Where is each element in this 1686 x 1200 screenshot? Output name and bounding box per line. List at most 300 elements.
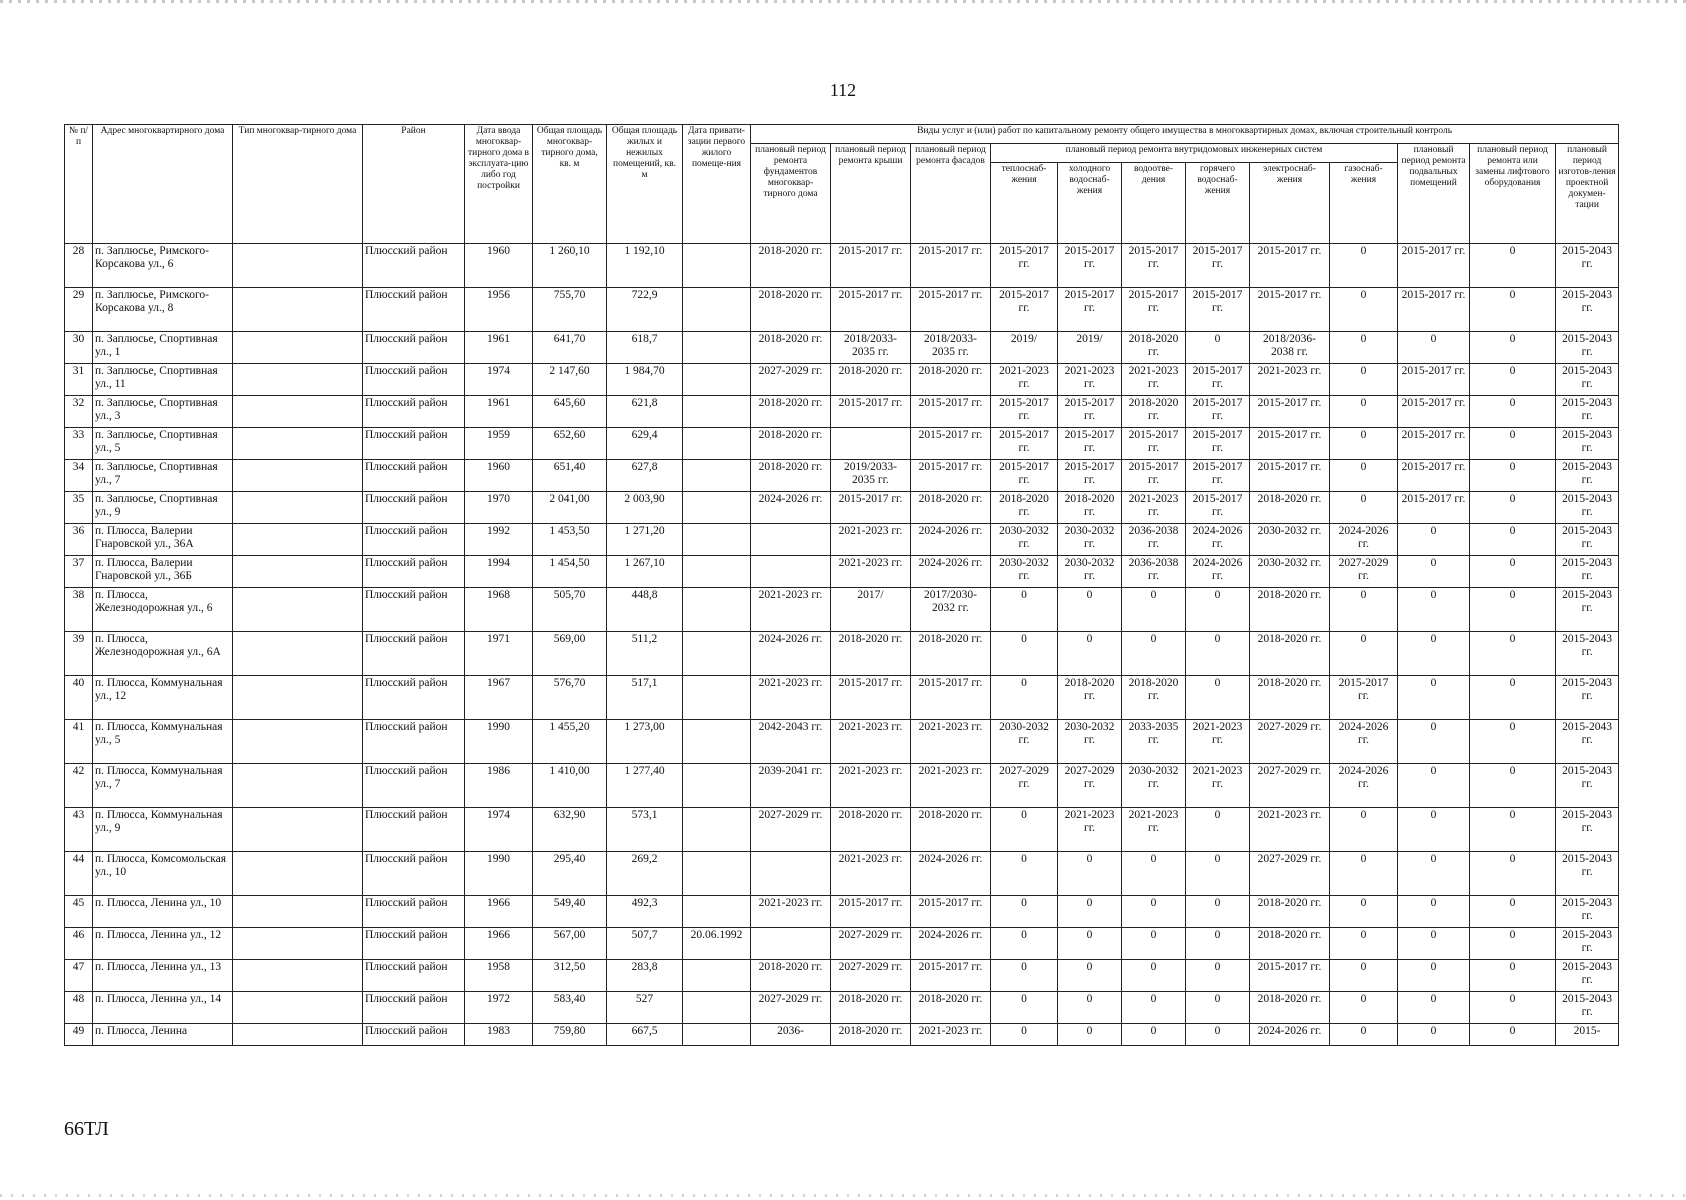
cell-heating: 2027-2029 гг. <box>991 764 1058 808</box>
cell-cold-water: 0 <box>1058 992 1122 1024</box>
cell-sewerage: 0 <box>1122 992 1186 1024</box>
row-num: 44 <box>65 852 93 896</box>
cell-hot-water: 2024-2026 гг. <box>1186 556 1250 588</box>
cell-facade: 2018-2020 гг. <box>911 492 991 524</box>
cell-privatization-date <box>683 852 751 896</box>
cell-address: п. Заплюсье, Спортивная ул., 9 <box>93 492 233 524</box>
cell-design-docs: 2015-2043 гг. <box>1556 428 1619 460</box>
header-roof: плановый период ремонта крыши <box>831 144 911 244</box>
cell-foundation: 2018-2020 гг. <box>751 428 831 460</box>
cell-gas: 2015-2017 гг. <box>1330 676 1398 720</box>
table-row <box>65 556 1619 588</box>
cell-heating: 2030-2032 гг. <box>991 524 1058 556</box>
cell-gas: 0 <box>1330 588 1398 632</box>
row-num: 36 <box>65 524 93 556</box>
cell-heating: 0 <box>991 992 1058 1024</box>
cell-foundation: 2027-2029 гг. <box>751 808 831 852</box>
cell-sewerage: 2015-2017 гг. <box>1122 244 1186 288</box>
cell-address: п. Заплюсье, Спортивная ул., 11 <box>93 364 233 396</box>
cell-facade: 2018-2020 гг. <box>911 632 991 676</box>
cell-district: Плюсский район <box>363 460 465 492</box>
cell-facade: 2024-2026 гг. <box>911 852 991 896</box>
cell-house-type <box>233 632 363 676</box>
cell-district: Плюсский район <box>363 288 465 332</box>
cell-cold-water: 0 <box>1058 588 1122 632</box>
cell-electricity: 2021-2023 гг. <box>1250 364 1330 396</box>
cell-house-type <box>233 1024 363 1046</box>
cell-living-area: 722,9 <box>607 288 683 332</box>
cell-total-area: 1 454,50 <box>533 556 607 588</box>
cell-commission-year: 1961 <box>465 396 533 428</box>
cell-gas: 2024-2026 гг. <box>1330 524 1398 556</box>
cell-design-docs: 2015-2043 гг. <box>1556 764 1619 808</box>
cell-cold-water: 2027-2029 гг. <box>1058 764 1122 808</box>
cell-basement: 0 <box>1398 332 1470 364</box>
cell-facade: 2024-2026 гг. <box>911 524 991 556</box>
cell-basement: 2015-2017 гг. <box>1398 288 1470 332</box>
cell-facade: 2021-2023 гг. <box>911 720 991 764</box>
cell-gas: 0 <box>1330 852 1398 896</box>
cell-roof: 2015-2017 гг. <box>831 492 911 524</box>
cell-facade: 2024-2026 гг. <box>911 556 991 588</box>
cell-house-type <box>233 288 363 332</box>
cell-sewerage: 2033-2035 гг. <box>1122 720 1186 764</box>
cell-facade: 2024-2026 гг. <box>911 928 991 960</box>
cell-total-area: 2 041,00 <box>533 492 607 524</box>
cell-district: Плюсский район <box>363 332 465 364</box>
cell-privatization-date <box>683 460 751 492</box>
cell-facade: 2021-2023 гг. <box>911 764 991 808</box>
cell-address: п. Плюсса, Ленина ул., 14 <box>93 992 233 1024</box>
cell-total-area: 645,60 <box>533 396 607 428</box>
cell-heating: 2021-2023 гг. <box>991 364 1058 396</box>
cell-design-docs: 2015-2043 гг. <box>1556 244 1619 288</box>
cell-living-area: 1 192,10 <box>607 244 683 288</box>
cell-hot-water: 2015-2017 гг. <box>1186 396 1250 428</box>
cell-cold-water: 2015-2017 гг. <box>1058 460 1122 492</box>
cell-elevator: 0 <box>1470 764 1556 808</box>
cell-privatization-date <box>683 764 751 808</box>
cell-basement: 0 <box>1398 896 1470 928</box>
cell-commission-year: 1958 <box>465 960 533 992</box>
cell-commission-year: 1970 <box>465 492 533 524</box>
cell-facade: 2015-2017 гг. <box>911 288 991 332</box>
cell-cold-water: 0 <box>1058 928 1122 960</box>
table-row <box>65 428 1619 460</box>
cell-heating: 0 <box>991 808 1058 852</box>
cell-house-type <box>233 764 363 808</box>
cell-privatization-date <box>683 364 751 396</box>
cell-cold-water: 2030-2032 гг. <box>1058 720 1122 764</box>
header-cold-water: холодного водоснаб-жения <box>1058 163 1122 244</box>
cell-address: п. Плюсса, Комсомольская ул., 10 <box>93 852 233 896</box>
cell-foundation: 2018-2020 гг. <box>751 460 831 492</box>
cell-district: Плюсский район <box>363 676 465 720</box>
cell-district: Плюсский район <box>363 396 465 428</box>
cell-electricity: 2015-2017 гг. <box>1250 460 1330 492</box>
cell-privatization-date <box>683 1024 751 1046</box>
cell-total-area: 567,00 <box>533 928 607 960</box>
cell-design-docs: 2015-2043 гг. <box>1556 808 1619 852</box>
cell-heating: 0 <box>991 928 1058 960</box>
cell-district: Плюсский район <box>363 428 465 460</box>
cell-gas: 0 <box>1330 928 1398 960</box>
cell-house-type <box>233 676 363 720</box>
cell-roof: 2015-2017 гг. <box>831 288 911 332</box>
cell-commission-year: 1974 <box>465 808 533 852</box>
cell-gas: 0 <box>1330 632 1398 676</box>
page-number: 112 <box>829 80 857 100</box>
cell-heating: 2030-2032 гг. <box>991 720 1058 764</box>
cell-basement: 2015-2017 гг. <box>1398 492 1470 524</box>
cell-address: п. Плюсса, Железнодорожная ул., 6А <box>93 632 233 676</box>
cell-house-type <box>233 808 363 852</box>
repair-schedule-table <box>64 124 1619 1046</box>
cell-total-area: 505,70 <box>533 588 607 632</box>
cell-hot-water: 0 <box>1186 632 1250 676</box>
cell-electricity: 2018/2036-2038 гг. <box>1250 332 1330 364</box>
cell-heating: 2030-2032 гг. <box>991 556 1058 588</box>
cell-total-area: 1 410,00 <box>533 764 607 808</box>
cell-roof: 2027-2029 гг. <box>831 960 911 992</box>
cell-facade: 2018-2020 гг. <box>911 992 991 1024</box>
cell-electricity: 2018-2020 гг. <box>1250 588 1330 632</box>
cell-hot-water: 0 <box>1186 332 1250 364</box>
cell-design-docs: 2015-2043 гг. <box>1556 460 1619 492</box>
row-num: 31 <box>65 364 93 396</box>
cell-hot-water: 0 <box>1186 928 1250 960</box>
table-row <box>65 364 1619 396</box>
cell-living-area: 627,8 <box>607 460 683 492</box>
cell-electricity: 2018-2020 гг. <box>1250 676 1330 720</box>
cell-gas: 0 <box>1330 992 1398 1024</box>
cell-roof: 2015-2017 гг. <box>831 676 911 720</box>
header-district: Район <box>363 125 465 244</box>
header-foundation: плановый период ремонта фундаментов многоквар-тирного дома <box>751 144 831 244</box>
cell-district: Плюсский район <box>363 364 465 396</box>
row-num: 29 <box>65 288 93 332</box>
cell-sewerage: 2036-2038 гг. <box>1122 524 1186 556</box>
cell-heating: 2015-2017 гг. <box>991 428 1058 460</box>
cell-commission-year: 1959 <box>465 428 533 460</box>
cell-design-docs: 2015-2043 гг. <box>1556 720 1619 764</box>
cell-facade: 2015-2017 гг. <box>911 428 991 460</box>
cell-sewerage: 0 <box>1122 588 1186 632</box>
cell-address: п. Заплюсье, Спортивная ул., 1 <box>93 332 233 364</box>
cell-facade: 2015-2017 гг. <box>911 960 991 992</box>
cell-hot-water: 2015-2017 гг. <box>1186 428 1250 460</box>
row-num: 39 <box>65 632 93 676</box>
cell-gas: 0 <box>1330 460 1398 492</box>
cell-design-docs: 2015-2043 гг. <box>1556 632 1619 676</box>
cell-address: п. Плюсса, Ленина ул., 12 <box>93 928 233 960</box>
table-row <box>65 808 1619 852</box>
cell-total-area: 295,40 <box>533 852 607 896</box>
cell-basement: 0 <box>1398 928 1470 960</box>
header-commission-date: Дата ввода многоквар-тирного дома в эксплуата-цию либо год постройки <box>465 125 533 244</box>
cell-basement: 2015-2017 гг. <box>1398 428 1470 460</box>
cell-total-area: 759,80 <box>533 1024 607 1046</box>
cell-privatization-date <box>683 492 751 524</box>
cell-district: Плюсский район <box>363 928 465 960</box>
cell-electricity: 2018-2020 гг. <box>1250 896 1330 928</box>
cell-district: Плюсский район <box>363 808 465 852</box>
cell-elevator: 0 <box>1470 428 1556 460</box>
cell-privatization-date <box>683 244 751 288</box>
cell-basement: 0 <box>1398 992 1470 1024</box>
cell-house-type <box>233 928 363 960</box>
cell-cold-water: 2030-2032 гг. <box>1058 556 1122 588</box>
cell-roof: 2021-2023 гг. <box>831 764 911 808</box>
cell-privatization-date <box>683 632 751 676</box>
cell-hot-water: 2021-2023 гг. <box>1186 764 1250 808</box>
cell-hot-water: 0 <box>1186 992 1250 1024</box>
cell-elevator: 0 <box>1470 332 1556 364</box>
cell-foundation: 2042-2043 гг. <box>751 720 831 764</box>
document-code: 66ТЛ <box>64 1118 109 1140</box>
cell-cold-water: 2021-2023 гг. <box>1058 808 1122 852</box>
cell-sewerage: 2036-2038 гг. <box>1122 556 1186 588</box>
cell-heating: 0 <box>991 676 1058 720</box>
cell-living-area: 492,3 <box>607 896 683 928</box>
cell-living-area: 618,7 <box>607 332 683 364</box>
row-num: 33 <box>65 428 93 460</box>
cell-design-docs: 2015-2043 гг. <box>1556 960 1619 992</box>
cell-electricity: 2024-2026 гг. <box>1250 1024 1330 1046</box>
cell-total-area: 1 260,10 <box>533 244 607 288</box>
cell-sewerage: 2021-2023 гг. <box>1122 808 1186 852</box>
cell-elevator: 0 <box>1470 492 1556 524</box>
cell-heating: 2015-2017 гг. <box>991 460 1058 492</box>
cell-gas: 0 <box>1330 1024 1398 1046</box>
cell-district: Плюсский район <box>363 492 465 524</box>
cell-address: п. Заплюсье, Спортивная ул., 7 <box>93 460 233 492</box>
cell-district: Плюсский район <box>363 556 465 588</box>
cell-house-type <box>233 428 363 460</box>
cell-living-area: 2 003,90 <box>607 492 683 524</box>
cell-elevator: 0 <box>1470 896 1556 928</box>
cell-gas: 2027-2029 гг. <box>1330 556 1398 588</box>
cell-roof: 2015-2017 гг. <box>831 396 911 428</box>
cell-commission-year: 1967 <box>465 676 533 720</box>
cell-electricity: 2027-2029 гг. <box>1250 764 1330 808</box>
header-facade: плановый период ремонта фасадов <box>911 144 991 244</box>
cell-electricity: 2018-2020 гг. <box>1250 992 1330 1024</box>
cell-gas: 0 <box>1330 332 1398 364</box>
cell-total-area: 569,00 <box>533 632 607 676</box>
cell-foundation: 2018-2020 гг. <box>751 244 831 288</box>
table-row <box>65 244 1619 288</box>
row-num: 40 <box>65 676 93 720</box>
cell-total-area: 583,40 <box>533 992 607 1024</box>
cell-foundation: 2018-2020 гг. <box>751 288 831 332</box>
cell-roof <box>831 428 911 460</box>
cell-roof: 2021-2023 гг. <box>831 720 911 764</box>
cell-design-docs: 2015-2043 гг. <box>1556 332 1619 364</box>
table-row <box>65 588 1619 632</box>
cell-elevator: 0 <box>1470 632 1556 676</box>
cell-total-area: 549,40 <box>533 896 607 928</box>
cell-facade: 2018-2020 гг. <box>911 808 991 852</box>
cell-basement: 0 <box>1398 676 1470 720</box>
scan-edge-bottom <box>0 1194 1686 1197</box>
cell-address: п. Плюсса, Ленина ул., 10 <box>93 896 233 928</box>
header-works-group: Виды услуг и (или) работ по капитальному ремонту общего имущества в многоквартирных домах, включая строительный контроль <box>751 125 1619 144</box>
table-row <box>65 524 1619 556</box>
cell-total-area: 652,60 <box>533 428 607 460</box>
cell-sewerage: 2021-2023 гг. <box>1122 492 1186 524</box>
cell-living-area: 1 273,00 <box>607 720 683 764</box>
table-row <box>65 764 1619 808</box>
row-num: 43 <box>65 808 93 852</box>
cell-house-type <box>233 852 363 896</box>
cell-heating: 0 <box>991 632 1058 676</box>
cell-house-type <box>233 524 363 556</box>
cell-house-type <box>233 244 363 288</box>
cell-address: п. Плюсса, Валерии Гнаровской ул., 36Б <box>93 556 233 588</box>
cell-elevator: 0 <box>1470 396 1556 428</box>
cell-foundation: 2021-2023 гг. <box>751 588 831 632</box>
cell-design-docs: 2015-2043 гг. <box>1556 588 1619 632</box>
row-num: 34 <box>65 460 93 492</box>
header-engineering-group: плановый период ремонта внутридомовых инженерных систем <box>991 144 1398 163</box>
header-electricity: электроснаб-жения <box>1250 163 1330 244</box>
cell-roof: 2021-2023 гг. <box>831 852 911 896</box>
cell-total-area: 651,40 <box>533 460 607 492</box>
row-num: 45 <box>65 896 93 928</box>
cell-sewerage: 2015-2017 гг. <box>1122 288 1186 332</box>
cell-facade: 2017/2030-2032 гг. <box>911 588 991 632</box>
cell-design-docs: 2015-2043 гг. <box>1556 676 1619 720</box>
cell-commission-year: 1972 <box>465 992 533 1024</box>
header-type: Тип многоквар-тирного дома <box>233 125 363 244</box>
cell-roof: 2018/2033-2035 гг. <box>831 332 911 364</box>
cell-elevator: 0 <box>1470 556 1556 588</box>
cell-sewerage: 0 <box>1122 960 1186 992</box>
cell-house-type <box>233 396 363 428</box>
cell-address: п. Заплюсье, Римского-Корсакова ул., 6 <box>93 244 233 288</box>
cell-roof: 2018-2020 гг. <box>831 632 911 676</box>
cell-design-docs: 2015- <box>1556 1024 1619 1046</box>
cell-heating: 2018-2020 гг. <box>991 492 1058 524</box>
cell-district: Плюсский район <box>363 720 465 764</box>
cell-basement: 0 <box>1398 556 1470 588</box>
cell-basement: 2015-2017 гг. <box>1398 364 1470 396</box>
row-num: 48 <box>65 992 93 1024</box>
cell-roof: 2018-2020 гг. <box>831 992 911 1024</box>
cell-cold-water: 0 <box>1058 1024 1122 1046</box>
row-num: 35 <box>65 492 93 524</box>
cell-design-docs: 2015-2043 гг. <box>1556 928 1619 960</box>
cell-basement: 0 <box>1398 960 1470 992</box>
cell-elevator: 0 <box>1470 288 1556 332</box>
cell-hot-water: 2021-2023 гг. <box>1186 720 1250 764</box>
cell-address: п. Плюсса, Валерии Гнаровской ул., 36А <box>93 524 233 556</box>
table-row <box>65 288 1619 332</box>
cell-privatization-date <box>683 588 751 632</box>
cell-electricity: 2015-2017 гг. <box>1250 288 1330 332</box>
table-row <box>65 720 1619 764</box>
cell-foundation: 2024-2026 гг. <box>751 632 831 676</box>
cell-living-area: 527 <box>607 992 683 1024</box>
cell-electricity: 2027-2029 гг. <box>1250 852 1330 896</box>
cell-district: Плюсский район <box>363 764 465 808</box>
cell-foundation: 2039-2041 гг. <box>751 764 831 808</box>
cell-house-type <box>233 364 363 396</box>
cell-design-docs: 2015-2043 гг. <box>1556 852 1619 896</box>
cell-commission-year: 1960 <box>465 460 533 492</box>
table-row <box>65 632 1619 676</box>
cell-basement: 0 <box>1398 588 1470 632</box>
cell-roof: 2021-2023 гг. <box>831 524 911 556</box>
cell-commission-year: 1960 <box>465 244 533 288</box>
table-row <box>65 928 1619 960</box>
cell-commission-year: 1992 <box>465 524 533 556</box>
cell-house-type <box>233 492 363 524</box>
cell-elevator: 0 <box>1470 852 1556 896</box>
table-row <box>65 676 1619 720</box>
cell-hot-water: 2015-2017 гг. <box>1186 244 1250 288</box>
header-gas: газоснаб-жения <box>1330 163 1398 244</box>
cell-basement: 0 <box>1398 764 1470 808</box>
cell-cold-water: 0 <box>1058 896 1122 928</box>
cell-sewerage: 2018-2020 гг. <box>1122 676 1186 720</box>
cell-basement: 2015-2017 гг. <box>1398 460 1470 492</box>
cell-cold-water: 2015-2017 гг. <box>1058 288 1122 332</box>
cell-gas: 0 <box>1330 896 1398 928</box>
cell-living-area: 269,2 <box>607 852 683 896</box>
row-num: 37 <box>65 556 93 588</box>
cell-privatization-date: 20.06.1992 <box>683 928 751 960</box>
header-hot-water: горячего водоснаб-жения <box>1186 163 1250 244</box>
cell-privatization-date <box>683 992 751 1024</box>
cell-elevator: 0 <box>1470 960 1556 992</box>
cell-commission-year: 1974 <box>465 364 533 396</box>
cell-gas: 0 <box>1330 244 1398 288</box>
header-address: Адрес многоквартирного дома <box>93 125 233 244</box>
cell-district: Плюсский район <box>363 992 465 1024</box>
cell-hot-water: 0 <box>1186 1024 1250 1046</box>
cell-house-type <box>233 720 363 764</box>
cell-sewerage: 2015-2017 гг. <box>1122 460 1186 492</box>
cell-foundation <box>751 852 831 896</box>
cell-living-area: 1 984,70 <box>607 364 683 396</box>
cell-basement: 0 <box>1398 524 1470 556</box>
cell-elevator: 0 <box>1470 992 1556 1024</box>
cell-roof: 2021-2023 гг. <box>831 556 911 588</box>
table-row <box>65 492 1619 524</box>
cell-elevator: 0 <box>1470 1024 1556 1046</box>
cell-roof: 2019/2033-2035 гг. <box>831 460 911 492</box>
cell-foundation <box>751 556 831 588</box>
cell-foundation: 2018-2020 гг. <box>751 332 831 364</box>
cell-elevator: 0 <box>1470 524 1556 556</box>
header-design-docs: плановый период изготов-ления проектной докумен-тации <box>1556 144 1619 244</box>
cell-basement: 2015-2017 гг. <box>1398 244 1470 288</box>
cell-electricity: 2018-2020 гг. <box>1250 492 1330 524</box>
cell-address: п. Плюсса, Ленина <box>93 1024 233 1046</box>
header-privatization-date: Дата привати-зации первого жилого помеще-ния <box>683 125 751 244</box>
cell-basement: 0 <box>1398 1024 1470 1046</box>
cell-gas: 0 <box>1330 808 1398 852</box>
cell-cold-water: 0 <box>1058 632 1122 676</box>
cell-gas: 0 <box>1330 960 1398 992</box>
cell-foundation: 2024-2026 гг. <box>751 492 831 524</box>
cell-foundation: 2027-2029 гг. <box>751 992 831 1024</box>
row-num: 46 <box>65 928 93 960</box>
cell-design-docs: 2015-2043 гг. <box>1556 364 1619 396</box>
cell-sewerage: 2021-2023 гг. <box>1122 364 1186 396</box>
